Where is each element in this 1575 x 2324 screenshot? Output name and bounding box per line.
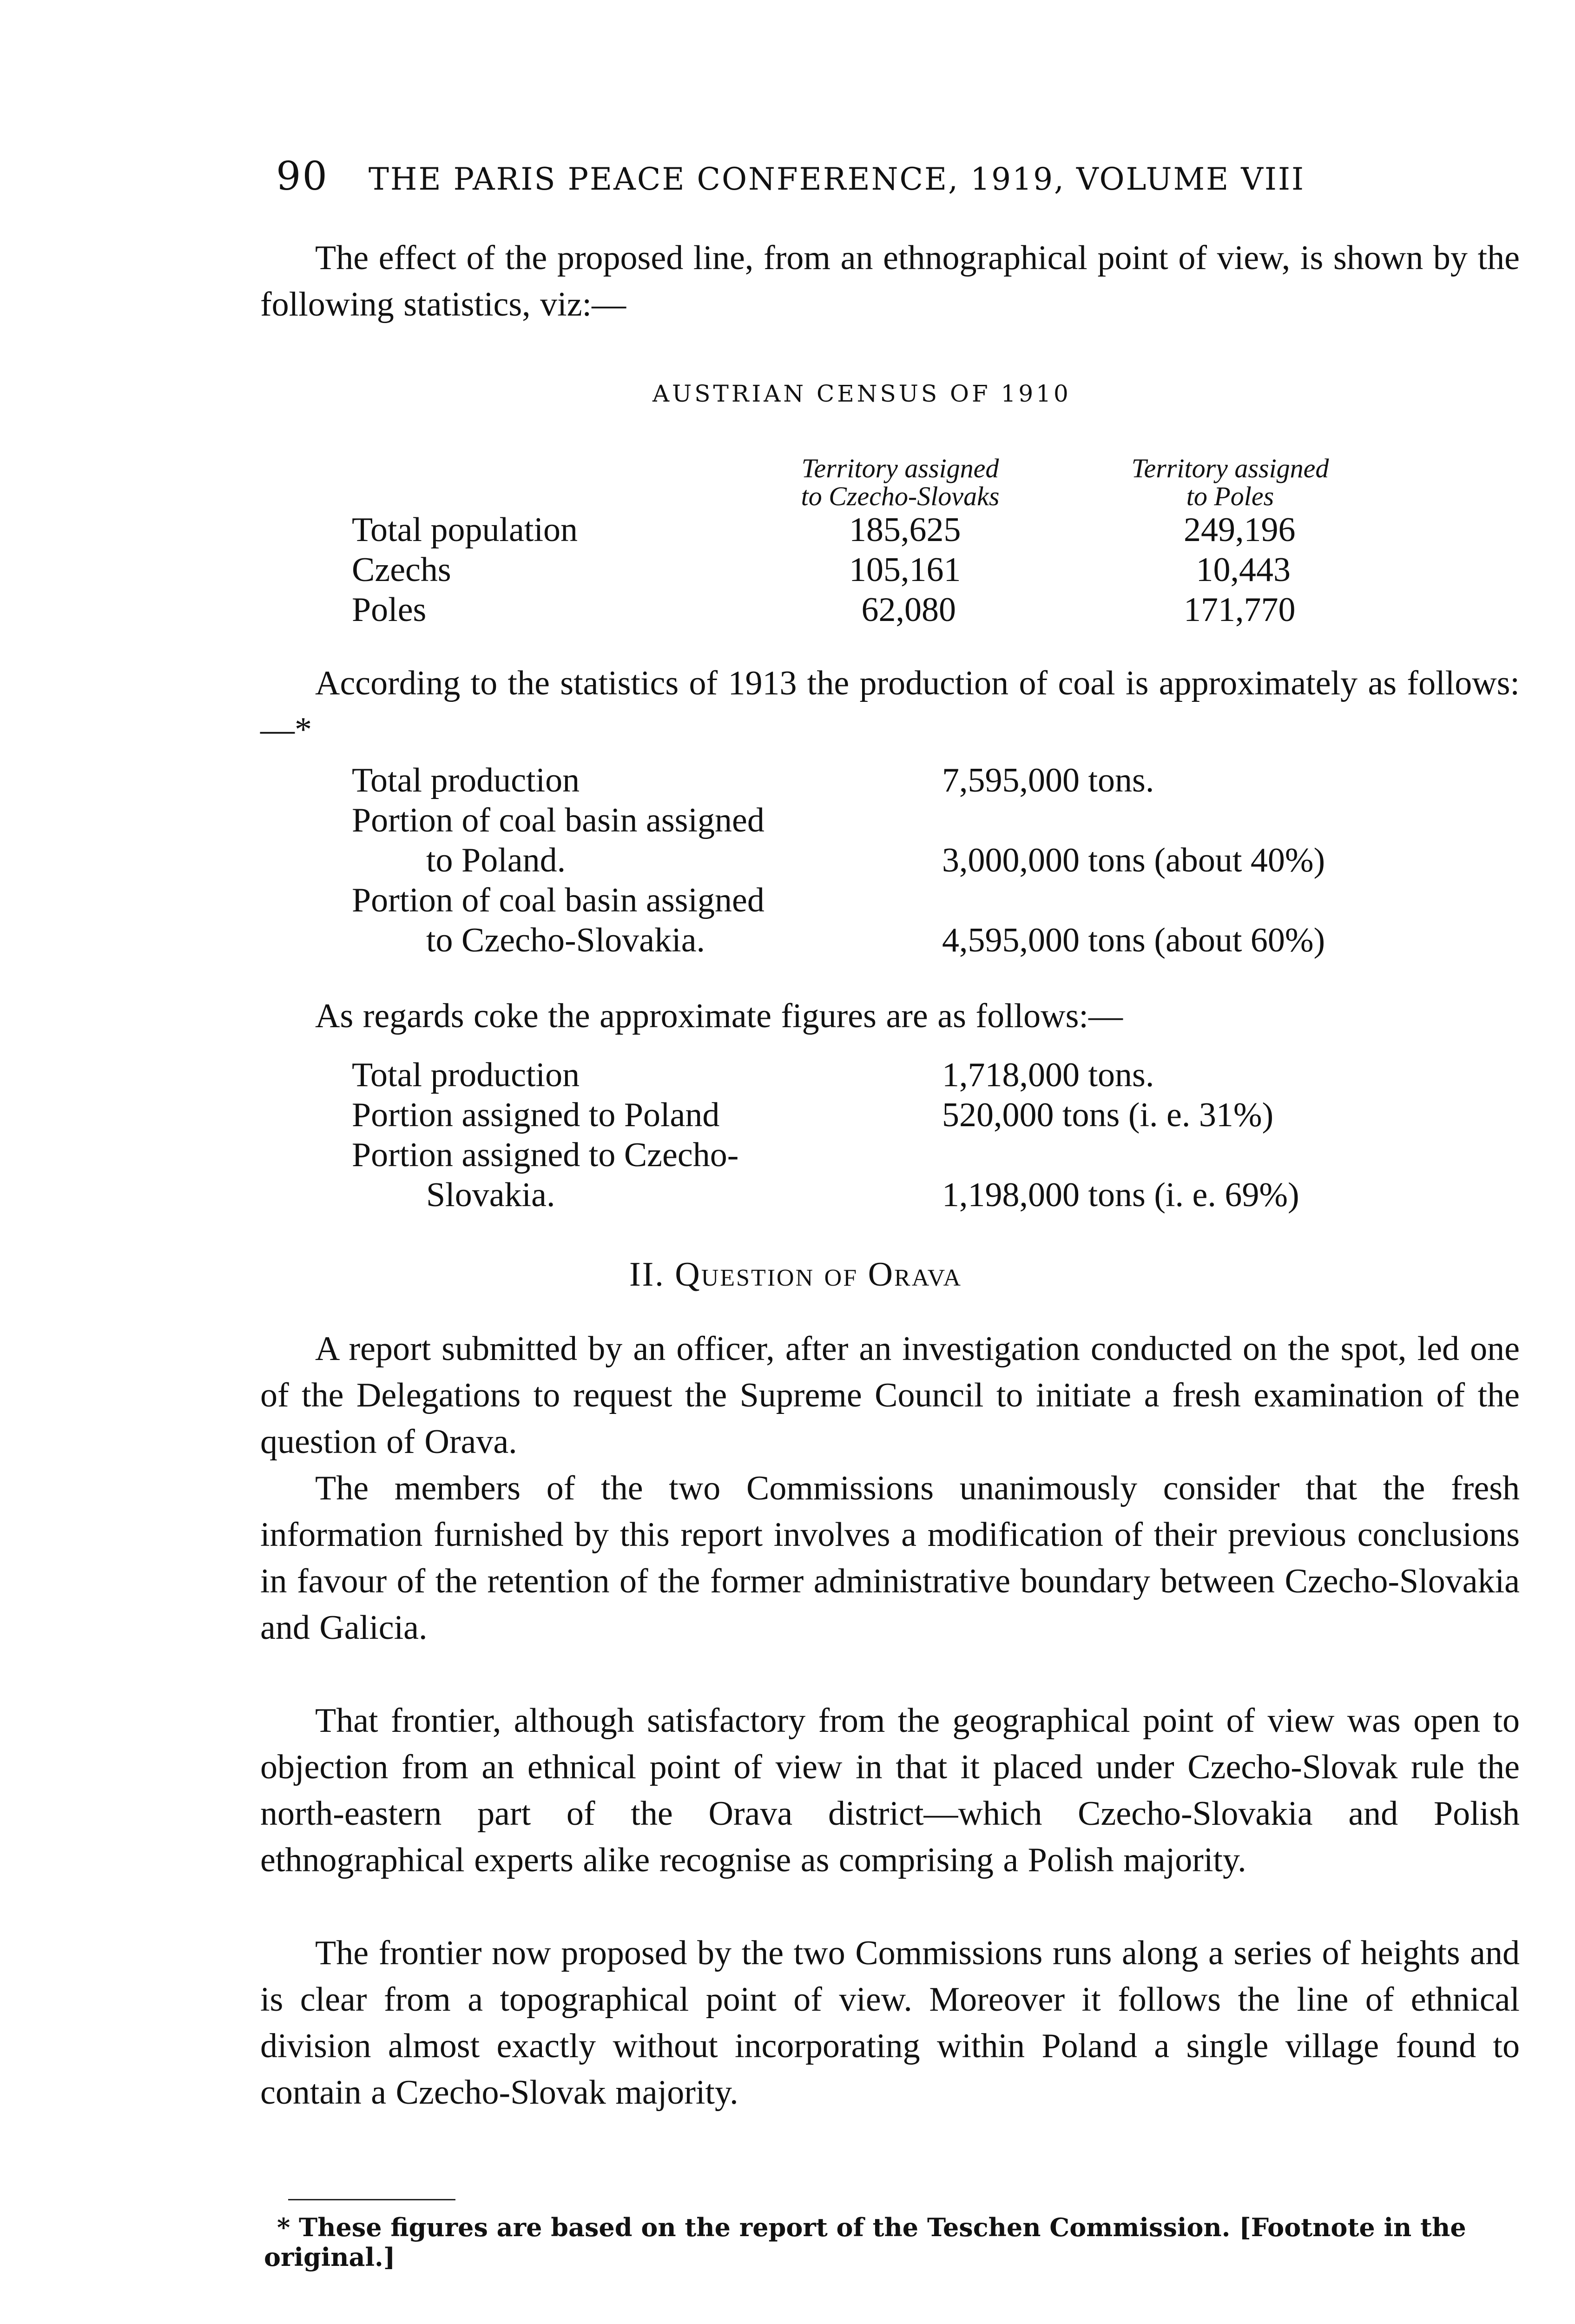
census-row — [352, 550, 1421, 590]
census-value-czecho-slovaks: 185,625 — [849, 511, 961, 549]
census-value-poles: 10,443 — [1196, 551, 1291, 589]
coke-row — [352, 1095, 1542, 1135]
coke-statistics — [352, 1055, 1542, 1215]
coke-intro-paragraph: As regards coke the approximate figures are as follows:— — [315, 997, 1123, 1035]
census-row-label: Total population — [352, 511, 578, 549]
intro-paragraph: The effect of the proposed line, from an ethnographical point of view, is shown by the following statistics, viz:— — [260, 239, 1520, 324]
census-row — [352, 590, 1421, 630]
running-title: THE PARIS PEACE CONFERENCE, 1919, VOLUME VIII — [368, 161, 1305, 197]
coal-row-value: 4,595,000 tons (about 60%) — [942, 921, 1325, 959]
census-column-header-poles — [1068, 455, 1393, 510]
coal-row-label: Portion of coal basin assigned — [352, 881, 764, 919]
census-column-header-czecho-slovaks — [738, 455, 1063, 510]
coke-row-label-continued: Slovakia. — [426, 1176, 555, 1214]
footnote-rule — [288, 2199, 455, 2200]
coke-row — [352, 1135, 1542, 1215]
census-col1-line1: Territory assigned — [801, 453, 999, 483]
census-row-label: Czechs — [352, 551, 451, 589]
coke-row-value: 520,000 tons (i. e. 31%) — [942, 1096, 1274, 1134]
coal-row-label-continued: to Poland. — [426, 841, 566, 879]
coal-row — [352, 800, 1542, 880]
running-head — [276, 153, 1503, 199]
census-row-label: Poles — [352, 591, 427, 629]
census-value-poles: 249,196 — [1184, 511, 1296, 549]
body-paragraph: A report submitted by an officer, after an investigation conducted on the spot, led one of the Delegations to request the Supreme Council to initiate a fresh examination of the question of Orava. — [260, 1330, 1520, 1461]
census-value-czecho-slovaks: 62,080 — [861, 591, 956, 629]
coal-row — [352, 880, 1542, 960]
coal-row-value: 3,000,000 tons (about 40%) — [942, 841, 1325, 879]
section-heading: II. Question of Orava — [629, 1255, 962, 1294]
coal-row-value: 7,595,000 tons. — [942, 761, 1154, 799]
coke-row-value: 1,198,000 tons (i. e. 69%) — [942, 1176, 1299, 1214]
coal-row-label-continued: to Czecho-Slovakia. — [426, 921, 705, 959]
coke-row — [352, 1055, 1542, 1095]
coal-statistics — [352, 760, 1542, 960]
census-heading: AUSTRIAN CENSUS OF 1910 — [652, 380, 1071, 407]
page-number: 90 — [276, 153, 329, 199]
coke-row-label: Portion assigned to Czecho- — [352, 1136, 739, 1174]
coal-row — [352, 760, 1542, 800]
body-paragraph: The members of the two Commissions unanimously consider that the fresh information furnished by this report involves a modification of their previous conclusions in favour of the retention of the former administrative boundary between Czecho-Slovakia and Galicia. — [260, 1469, 1520, 1647]
census-col1-line2: to Czecho-Slovaks — [801, 481, 1000, 511]
coke-row-label: Total production — [352, 1056, 580, 1094]
census-value-czecho-slovaks: 105,161 — [849, 551, 961, 589]
coal-intro-paragraph: According to the statistics of 1913 the production of coal is approximately as follows:—* — [260, 664, 1520, 749]
coal-row-label: Portion of coal basin assigned — [352, 801, 764, 839]
census-row — [352, 510, 1421, 550]
body-paragraph: The frontier now proposed by the two Commissions runs along a series of heights and is clear from a topographical point of view. Moreover it follows the line of ethnical division almost exactly without incorporating within Poland a single village found to contain a Czecho-Slovak majority. — [260, 1934, 1520, 2112]
footnote: * These figures are based on the report of the Teschen Commission. [Footnote in the original.] — [264, 2212, 1466, 2272]
census-value-poles: 171,770 — [1184, 591, 1296, 629]
coke-row-value: 1,718,000 tons. — [942, 1056, 1154, 1094]
census-col2-line2: to Poles — [1186, 481, 1274, 511]
coke-row-label: Portion assigned to Poland — [352, 1096, 720, 1134]
coal-row-label: Total production — [352, 761, 580, 799]
census-col2-line1: Territory assigned — [1131, 453, 1329, 483]
body-paragraph: That frontier, although satisfactory from the geographical point of view was open to objection from an ethnical point of view in that it placed under Czecho-Slovak rule the north-eastern part of the Orava district—which Czecho-Slovakia and Polish ethnographical experts alike recognise as comprising a Polish majority. — [260, 1702, 1520, 1879]
